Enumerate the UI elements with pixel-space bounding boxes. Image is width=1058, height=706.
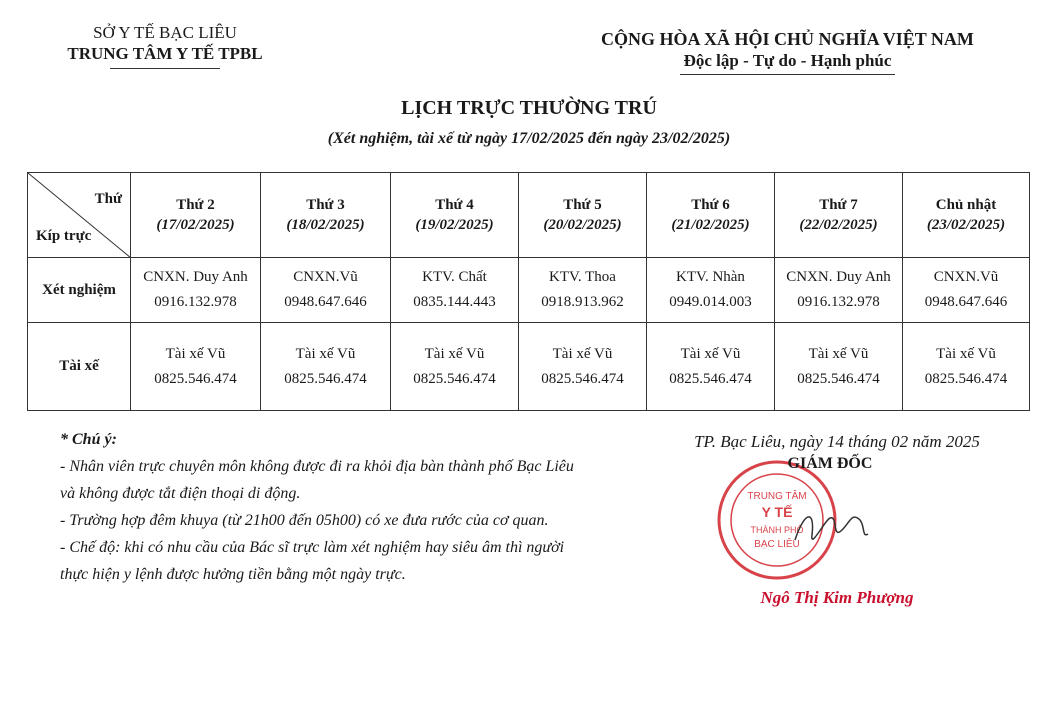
table-cell xyxy=(519,258,647,323)
director-title: GIÁM ĐỐC xyxy=(787,455,873,472)
header-divider xyxy=(110,68,220,69)
day-date: (19/02/2025) xyxy=(415,217,494,233)
table-cell xyxy=(261,323,391,411)
notes-heading: * Chú ý: xyxy=(60,431,117,448)
agency-header xyxy=(40,22,290,69)
table-header-row xyxy=(28,173,1030,258)
day-name: Thứ 7 xyxy=(819,197,858,213)
day-name: Thứ 2 xyxy=(176,197,215,213)
staff-phone: 0825.546.474 xyxy=(413,370,496,387)
staff-name: Tài xế Vũ xyxy=(680,345,741,362)
staff-phone: 0825.546.474 xyxy=(924,370,1008,387)
staff-name: CNXN. Duy Anh xyxy=(143,269,248,285)
diagonal-line xyxy=(28,173,131,258)
day-header xyxy=(391,173,519,258)
corner-day-label: Thứ xyxy=(94,191,122,207)
document-title: LỊCH TRỰC THƯỜNG TRÚ xyxy=(401,97,657,119)
staff-name: CNXN.Vũ xyxy=(933,269,999,285)
table-cell xyxy=(903,258,1030,323)
row-label: Xét nghiệm xyxy=(28,258,131,323)
row-label: Tài xế xyxy=(28,323,131,411)
nation-name: CỘNG HÒA XÃ HỘI CHỦ NGHĨA VIỆT NAM xyxy=(601,29,974,49)
staff-name: KTV. Chất xyxy=(422,269,487,285)
document-subtitle: (Xét nghiệm, tài xế từ ngày 17/02/2025 đến ngày 23/02/2025) xyxy=(327,130,731,147)
note-line: và không được tắt điện thoại di động. xyxy=(60,485,301,502)
day-date: (17/02/2025) xyxy=(156,217,235,233)
agency-name: SỞ Y TẾ BẠC LIÊU xyxy=(93,23,237,42)
staff-phone: 0825.546.474 xyxy=(669,370,752,387)
staff-name: Tài xế Vũ xyxy=(552,345,613,362)
day-date: (23/02/2025) xyxy=(926,217,1006,233)
schedule-table xyxy=(27,172,1030,411)
staff-name: Tài xế Vũ xyxy=(424,345,485,362)
handwritten-signature xyxy=(790,500,870,555)
day-name: Chủ nhật xyxy=(935,197,997,213)
unit-name: TRUNG TÂM Y TẾ TPBL xyxy=(67,44,263,63)
table-cell xyxy=(519,323,647,411)
staff-phone: 0825.546.474 xyxy=(797,370,880,387)
day-header xyxy=(647,173,775,258)
day-name: Thứ 3 xyxy=(306,197,345,213)
staff-phone: 0916.132.978 xyxy=(154,294,237,310)
staff-name: Tài xế Vũ xyxy=(808,345,869,362)
table-cell xyxy=(775,258,903,323)
staff-phone: 0835.144.443 xyxy=(413,294,496,310)
notes-section xyxy=(60,426,660,588)
table-cell xyxy=(391,323,519,411)
staff-phone: 0918.913.962 xyxy=(541,294,624,310)
table-cell xyxy=(131,323,261,411)
table-cell xyxy=(647,323,775,411)
corner-cell xyxy=(28,173,131,258)
staff-name: CNXN. Duy Anh xyxy=(786,269,891,285)
day-name: Thứ 5 xyxy=(563,197,602,213)
table-row xyxy=(28,258,1030,323)
note-line: - Trường hợp đêm khuya (từ 21h00 đến 05h00) có xe đưa rước của cơ quan. xyxy=(60,512,549,529)
table-cell xyxy=(261,258,391,323)
day-date: (21/02/2025) xyxy=(671,217,750,233)
staff-phone: 0948.647.646 xyxy=(284,294,367,310)
stamp-line: BẠC LIÊU xyxy=(754,539,800,550)
staff-name: Tài xế Vũ xyxy=(165,345,226,362)
day-name: Thứ 6 xyxy=(691,197,730,213)
table-cell xyxy=(131,258,261,323)
staff-name: Tài xế Vũ xyxy=(295,345,356,362)
staff-phone: 0825.546.474 xyxy=(541,370,624,387)
table-cell xyxy=(647,258,775,323)
nation-header xyxy=(560,28,1015,75)
table-row xyxy=(28,323,1030,411)
staff-phone: 0825.546.474 xyxy=(154,370,237,387)
staff-name: KTV. Thoa xyxy=(549,269,616,285)
staff-name: CNXN.Vũ xyxy=(293,269,358,285)
staff-name: Tài xế Vũ xyxy=(936,345,996,362)
table-cell xyxy=(903,323,1030,411)
staff-phone: 0825.546.474 xyxy=(284,370,367,387)
day-header xyxy=(903,173,1030,258)
table-cell xyxy=(391,258,519,323)
note-line: thực hiện y lệnh được hưởng tiền bằng một ngày trực. xyxy=(60,566,406,583)
signer-name: Ngô Thị Kim Phượng xyxy=(760,588,914,607)
stamp-line: Y TẾ xyxy=(761,504,793,520)
place-date: TP. Bạc Liêu, ngày 14 tháng 02 năm 2025 xyxy=(694,432,980,451)
motto: Độc lập - Tự do - Hạnh phúc xyxy=(683,51,892,70)
note-line: - Chế độ: khi có nhu cầu của Bác sĩ trực làm xét nghiệm hay siêu âm thì người xyxy=(60,539,565,556)
day-header xyxy=(131,173,261,258)
staff-name: KTV. Nhàn xyxy=(676,269,745,285)
day-date: (18/02/2025) xyxy=(286,217,365,233)
staff-phone: 0949.014.003 xyxy=(669,294,752,310)
stamp-line: TRUNG TÂM xyxy=(747,491,807,502)
day-name: Thứ 4 xyxy=(435,197,474,213)
day-header xyxy=(519,173,647,258)
stamp-line: THÀNH PHỐ xyxy=(750,525,804,535)
day-header xyxy=(775,173,903,258)
table-cell xyxy=(775,323,903,411)
staff-phone: 0916.132.978 xyxy=(797,294,880,310)
staff-phone: 0948.647.646 xyxy=(924,294,1008,310)
motto-divider xyxy=(680,74,895,75)
day-date: (22/02/2025) xyxy=(799,217,878,233)
corner-shift-label: Kíp trực xyxy=(36,228,92,244)
day-header xyxy=(261,173,391,258)
day-date: (20/02/2025) xyxy=(543,217,622,233)
note-line: - Nhân viên trực chuyên môn không được đi ra khỏi địa bàn thành phố Bạc Liêu xyxy=(60,458,574,475)
